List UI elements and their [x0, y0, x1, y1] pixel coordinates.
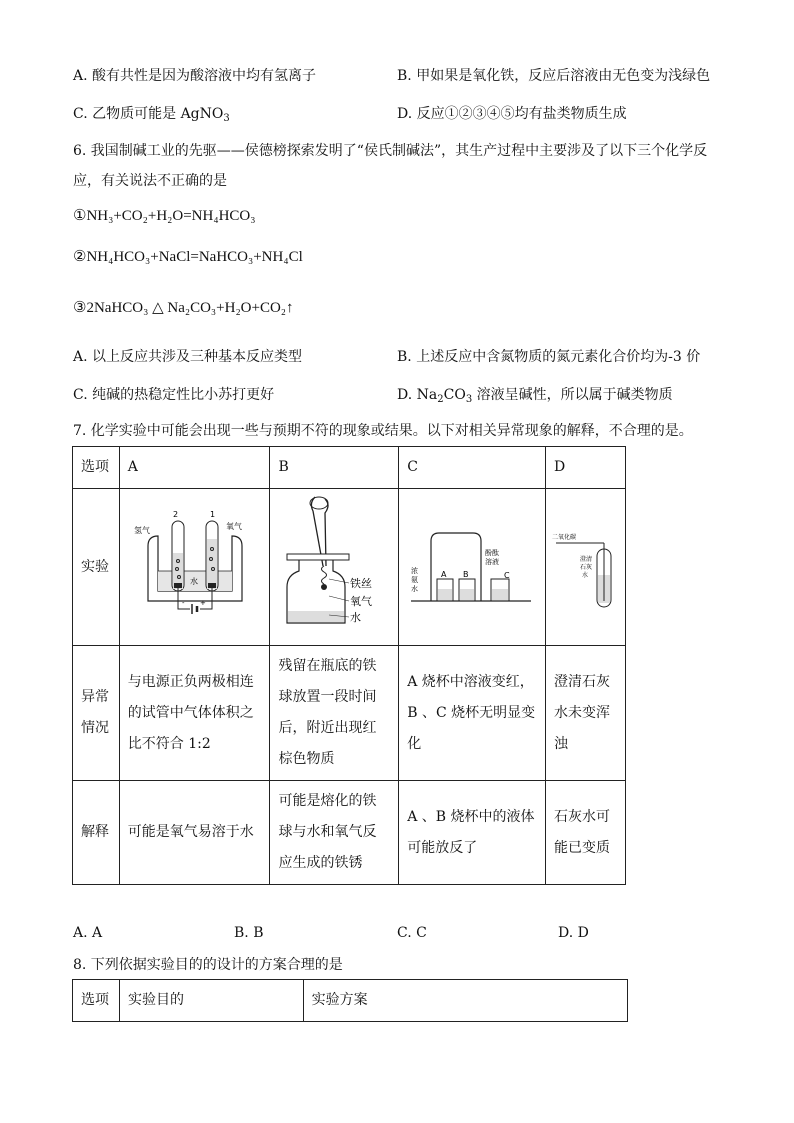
- q7-answer-d: D. D: [558, 925, 589, 941]
- q6-option-a: A. 以上反应共涉及三种基本反应类型: [73, 349, 303, 365]
- fig-c-beaker-a: A: [441, 570, 447, 579]
- q7-explain-a: 可能是氧气易溶于水: [119, 781, 270, 885]
- fig-a-tube-1: 1: [209, 510, 215, 519]
- q7-stem: 7. 化学实验中可能会出现一些与预期不符的现象或结果。以下对相关异常现象的解释，不合理的是。: [73, 423, 693, 439]
- fig-a-hydrogen: 氢气: [133, 526, 150, 535]
- q5-option-d: D. 反应①②③④⑤均有盐类物质生成: [397, 106, 627, 122]
- q7-abnormal-b: 残留在瓶底的铁球放置一段时间后，附近出现红棕色物质: [270, 646, 399, 781]
- q7-explain-c: A 、B 烧杯中的液体可能放反了: [399, 781, 546, 885]
- q6-equation-2: ②NH₄HCO₃+NaCl=NaHCO₃+NH₄Cl: [73, 249, 303, 265]
- fig-d-limewater: 澄清石灰水: [580, 556, 593, 579]
- q7-answer-c: C. C: [397, 925, 427, 941]
- q7-abnormal-d: 澄清石灰水未变浑浊: [545, 646, 625, 781]
- q7-header-b: B: [270, 447, 399, 489]
- fig-c-beaker-b: B: [463, 570, 469, 579]
- q7-header-d: D: [545, 447, 625, 489]
- q6-stem-line1: 6. 我国制碱工业的先驱——侯德榜探索发明了“侯氏制碱法”，其生产过程中主要涉及了以下三个化学反: [73, 143, 708, 159]
- q6-stem-line2: 应，有关说法不正确的是: [73, 173, 227, 189]
- q7-abnormal-a: 与电源正负两极相连的试管中气体体积之比不符合 1:2: [119, 646, 270, 781]
- q7-header-a: A: [119, 447, 270, 489]
- fig-c-ammonia: 浓氨水: [411, 567, 419, 593]
- q8-header-row: [73, 980, 628, 1022]
- q6-option-b: B. 上述反应中含氮物质的氮元素化合价均为-3 价: [397, 349, 701, 365]
- ammonia-diffusion-figure: [399, 489, 546, 646]
- fig-b-wire: 铁丝: [350, 577, 373, 590]
- q7-abnormal-row: [73, 646, 626, 781]
- q7-explain-b: 可能是熔化的铁球与水和氧气反应生成的铁锈: [270, 781, 399, 885]
- q7-row-label-abnormal: 异常 情况: [73, 646, 120, 781]
- fig-a-oxygen: 氧气: [225, 522, 242, 531]
- iron-combustion-figure: [270, 489, 399, 646]
- q6-equation-3: ③2NaHCO₃ △ Na₂CO₃+H₂O+CO₂↑: [73, 300, 294, 316]
- q7-header-option: 选项: [73, 447, 120, 489]
- q5-option-b: B. 甲如果是氧化铁，反应后溶液由无色变为浅绿色: [397, 68, 711, 84]
- q7-row-label-experiment: 实验: [73, 489, 120, 646]
- electrolysis-figure: [119, 489, 270, 646]
- q7-abnormal-c: A 烧杯中溶液变红，B 、C 烧杯无明显变化: [399, 646, 546, 781]
- q7-table: [72, 446, 626, 885]
- fig-b-water: 水: [350, 611, 362, 624]
- q5-option-c: C. 乙物质可能是 AgNO$_3$: [73, 106, 230, 124]
- q5-option-a: A. 酸有共性是因为酸溶液中均有氢离子: [73, 68, 317, 84]
- q7-experiment-row: [73, 489, 626, 646]
- q6-option-d: D. $Na_2CO_3$ 溶液呈碱性，所以属于碱类物质: [397, 387, 673, 405]
- q7-answer-b: B. B: [234, 925, 264, 941]
- co2-limewater-figure: [545, 489, 625, 646]
- fig-d-co2: 二氧化碳: [552, 534, 577, 541]
- q8-header-purpose: 实验目的: [119, 980, 303, 1022]
- q6-equation-1: ①NH₃+CO₂+H₂O=NH₄HCO₃: [73, 208, 256, 224]
- fig-a-water: 水: [189, 577, 198, 586]
- fig-c-phenolphthalein: 酚酞溶液: [485, 549, 500, 566]
- q6-option-c: C. 纯碱的热稳定性比小苏打更好: [73, 387, 275, 403]
- fig-c-beaker-c: C: [504, 571, 510, 580]
- svg-text:-: -: [181, 599, 185, 607]
- q8-header-option: 选项: [73, 980, 120, 1022]
- q7-explain-d: 石灰水可能已变质: [545, 781, 625, 885]
- q7-answer-a: A. A: [73, 925, 103, 941]
- q7-header-c: C: [399, 447, 546, 489]
- fig-b-oxygen: 氧气: [350, 595, 373, 608]
- q7-row-label-explain: 解释: [73, 781, 120, 885]
- svg-text:+: +: [199, 599, 206, 607]
- fig-a-tube-2: 2: [172, 510, 178, 519]
- q8-header-plan: 实验方案: [303, 980, 627, 1022]
- q8-table: [72, 979, 628, 1022]
- q7-explain-row: [73, 781, 626, 885]
- q7-header-row: [73, 447, 626, 489]
- q8-stem: 8. 下列依据实验目的的设计的方案合理的是: [73, 957, 343, 973]
